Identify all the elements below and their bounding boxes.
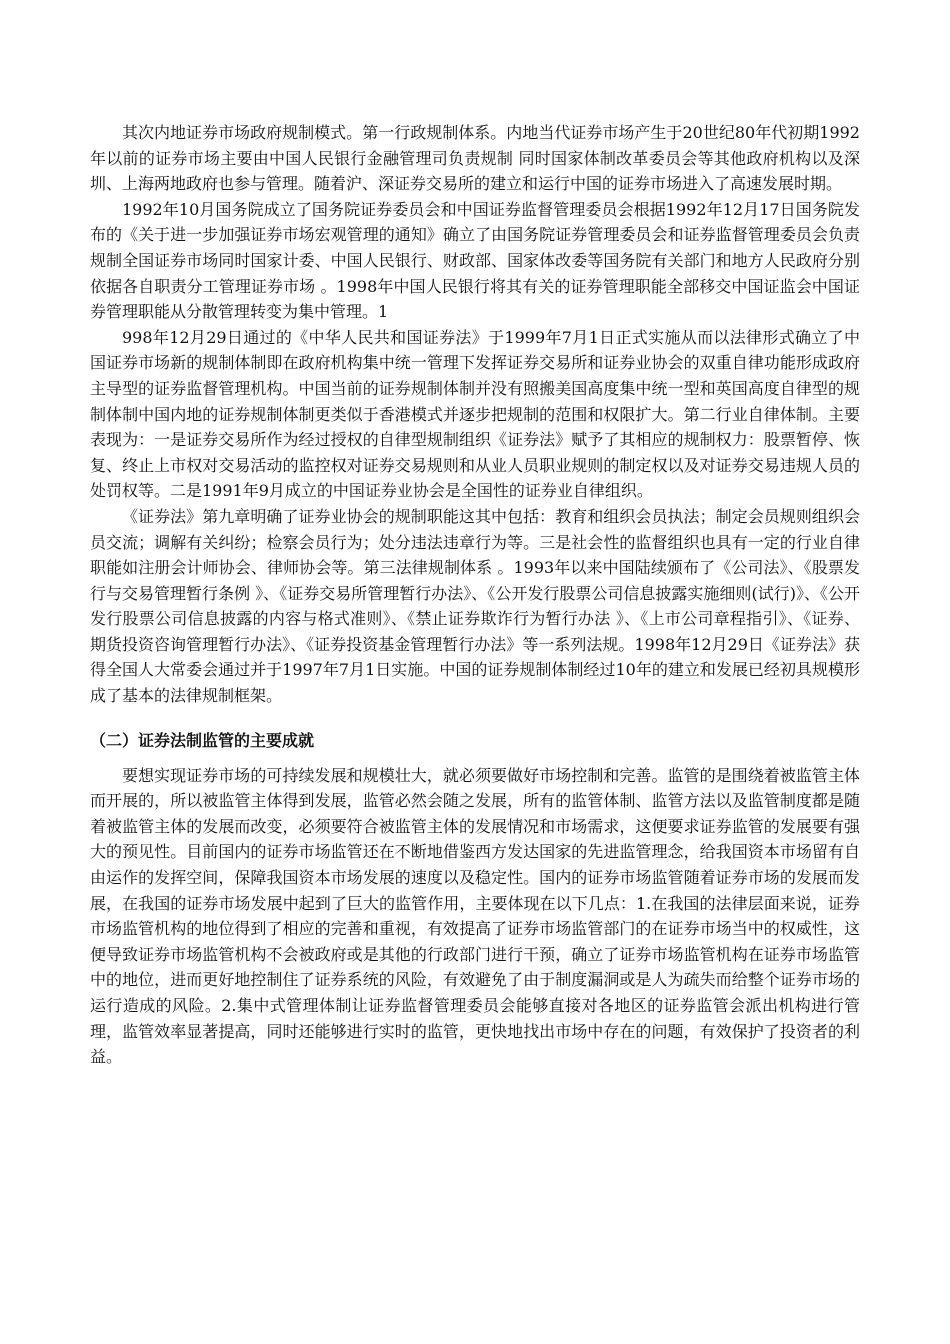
paragraph: 998年12月29日通过的《中华人民共和国证券法》于1999年7月1日正式实施从而以法律形式确立了中国证券市场新的规制体制即在政府机构集中统一管理下发挥证券交易所和证券业协会的双重自律功能形成政府主导型的证券监督管理机构。中国当前的证券规制体制并没有照搬美国高度集中统一型和英国高度自律型的规制体制中国内地的证券规制体制更类似于香港模式并逐步把规制的范围和权限扩大。第二行业自律体制。主要表现为：一是证券交易所作为经过授权的自律型规制组织《证券法》赋予了其相应的规制权力：股票暂停、恢复、终止上市权对交易活动的监控权对证券交易规则和从业人员职业规则的制定权以及对证券交易违规人员的处罚权等。二是1991年9月成立的中国证券业协会是全国性的证券业自律组织。 — [90, 327, 860, 501]
document-page — [90, 120, 860, 1070]
paragraph: 1992年10月国务院成立了国务院证券委员会和中国证券监督管理委员会根据1992年12月17日国务院发布的《关于进一步加强证券市场宏观管理的通知》确立了由国务院证券管理委员会和证券监督管理委员会负责规制全国证券市场同时国家计委、中国人民银行、财政部、国家体改委等国务院有关部门和地方人民政府分别依据各自职责分工管理证券市场 。1998年中国人民银行将其有关的证券管理职能全部移交中国证监会中国证券管理职能从分散管理转变为集中管理。1 — [90, 199, 860, 322]
paragraph: 其次内地证券市场政府规制模式。第一行政规制体系。内地当代证券市场产生于20世纪80年代初期1992年以前的证券市场主要由中国人民银行金融管理司负责规制 同时国家体制改革委员会等其他政府机构以及深圳、上海两地政府也参与管理。随着沪、深证券交易所的建立和运行中国的证券市场进入了高速发展时期。 — [90, 123, 860, 194]
paragraph: 《证券法》第九章明确了证券业协会的规制职能这其中包括：教育和组织会员执法；制定会员规则组织会员交流；调解有关纠纷；检察会员行为；处分违法违章行为等。三是社会性的监督组织也具有一定的行业自律职能如注册会计师协会、律师协会等。第三法律规制体系 。1993年以来中国陆续颁布了《公司法》、《股票发行与交易管理暂行条例 》、《证券交易所管理暂行办法》、《公开发行股票公司信息披露实施细则(试行)》、《公开发行股票公司信息披露的内容与格式准则》、《禁止证券欺诈行为暂行办法 》、《上市公司章程指引》、《证券、期货投资咨询管理暂行办法》、《证券投资基金管理暂行办法》等一系列法规。1998年12月29日《证券法》获得全国人大常委会通过并于1997年7月1日实施。中国的证券规制体制经过10年的建立和发展已经初具规模形成了基本的法律规制框架。 — [90, 506, 860, 706]
section-heading: （二）证券法制监管的主要成就 — [90, 730, 315, 750]
paragraph: 要想实现证券市场的可持续发展和规模壮大，就必须要做好市场控制和完善。监管的是围绕着被监管主体而开展的，所以被监管主体得到发展，监管必然会随之发展，所有的监管体制、监管方法以及监管制度都是随着被监管主体的发展而改变，必须要符合被监管主体的发展情况和市场需求，这便要求证券监管的发展要有强大的预见性。目前国内的证券市场监管还在不断地借鉴西方发达国家的先进监管理念，给我国资本市场留有自由运作的发挥空间，保障我国资本市场发展的速度以及稳定性。国内的证券市场监管随着证券市场的发展而发展，在我国的证券市场发展中起到了巨大的监管作用，主要体现在以下几点：1.在我国的法律层面来说，证券市场监管机构的地位得到了相应的完善和重视，有效提高了证券市场监管部门的在证券市场当中的权威性，这便导致证券市场监管机构不会被政府或是其他的行政部门进行干预，确立了证券市场监管机构在证券市场监管中的地位，进而更好地控制住了证券系统的风险，有效避免了由于制度漏洞或是人为疏失而给整个证券市场的运行造成的风险。2.集中式管理体制让证券监督管理委员会能够直接对各地区的证券监管会派出机构进行管理，监管效率显著提高，同时还能够进行实时的监管，更快地找出市场中存在的问题，有效保护了投资者的利益。 — [90, 765, 860, 1067]
